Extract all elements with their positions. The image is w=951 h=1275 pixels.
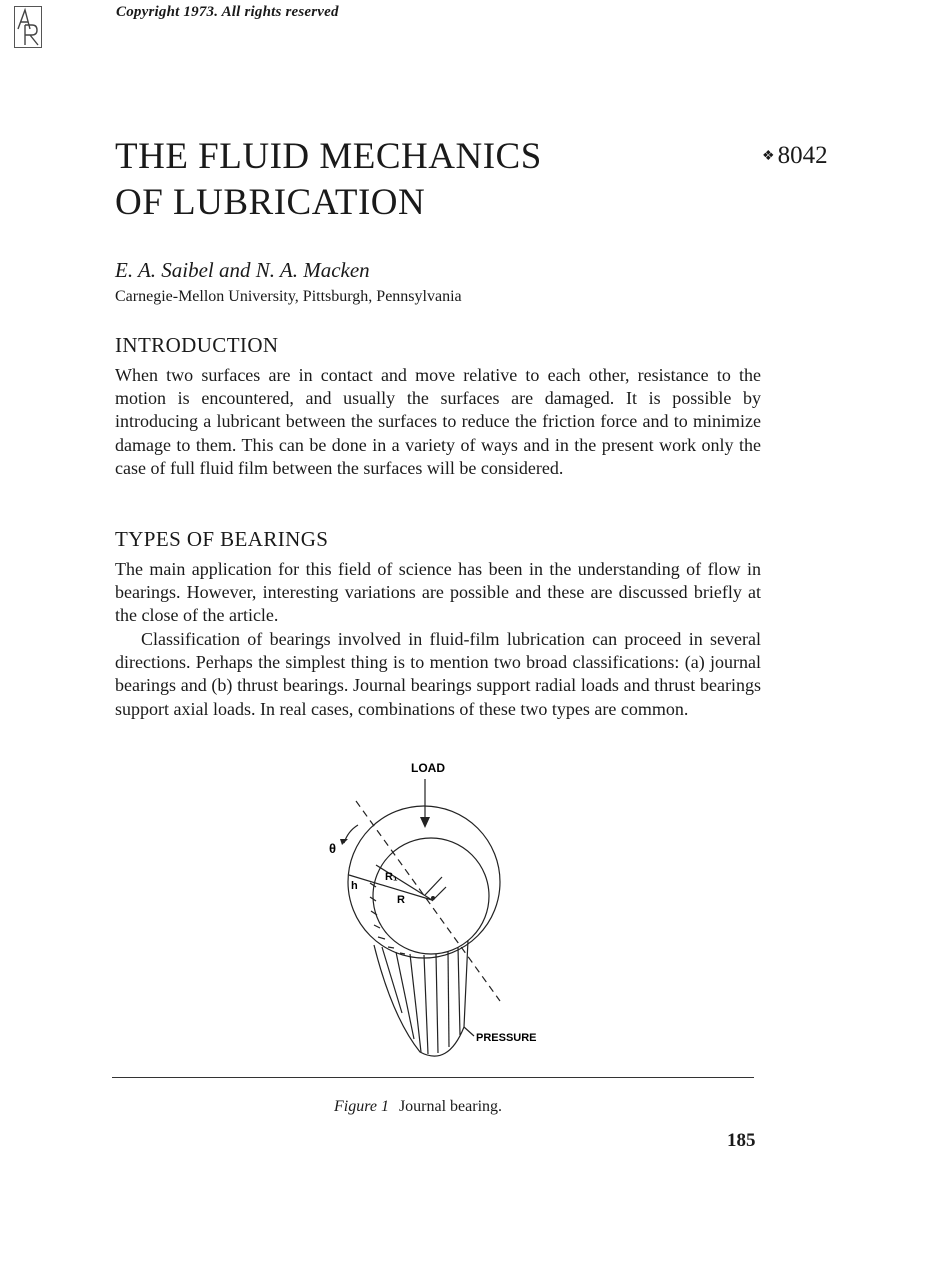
figure-caption-label: Figure 1 xyxy=(334,1098,389,1115)
article-number-value: 8042 xyxy=(777,142,828,169)
publisher-logo xyxy=(14,6,42,48)
diamond-icon: ❖ xyxy=(762,149,775,164)
affiliation: Carnegie-Mellon University, Pittsburgh, Pennsylvania xyxy=(115,288,462,305)
page-number: 185 xyxy=(727,1130,756,1151)
r1-label: R₁ xyxy=(385,871,398,883)
center-line xyxy=(356,801,500,1001)
journal-bearing-figure xyxy=(300,755,580,1065)
figure-caption-text: Journal bearing. xyxy=(398,1098,503,1115)
h-label: h xyxy=(351,880,358,892)
introduction-paragraph: When two surfaces are in contact and move relative to each other, resistance to the motion is encountered, and usually the surfaces are damaged. It is possible by introducing a lubricant between the surfaces to reduce the friction force and to minimize damage to them. This can be done in a variety of ways and in the present work only the case of full fluid film between the surfaces will be considered. xyxy=(115,365,761,478)
r-label: R xyxy=(397,894,405,906)
title-line-1: THE FLUID MECHANICS xyxy=(115,136,542,177)
section-heading-introduction: INTRODUCTION xyxy=(115,333,279,357)
bearings-paragraph-2: Classification of bearings involved in fluid-film lubrication can proceed in several directions. Perhaps the simplest thing is to mention two broad classifications: (a) journal bearings and (b) thrust bearings. Journal bearings support radial loads and thrust bearings support axial loads. In real cases, combinations of these two types are common. xyxy=(115,629,761,719)
article-title xyxy=(115,134,542,226)
bearings-paragraph-1: The main application for this field of science has been in the understanding of flow in bearings. However, interesting variations are possible and these are discussed briefly at the close of the article. xyxy=(115,559,761,626)
pressure-leader xyxy=(464,1027,474,1036)
title-line-2: OF LUBRICATION xyxy=(115,182,426,223)
publisher-logo-mark xyxy=(15,7,41,47)
journal-center-dot xyxy=(431,896,435,900)
theta-label: θ xyxy=(329,841,337,856)
attitude-tick xyxy=(425,877,442,895)
authors: E. A. Saibel and N. A. Macken xyxy=(115,258,370,282)
pressure-label: PRESSURE xyxy=(476,1032,537,1044)
load-label: LOAD xyxy=(411,761,445,775)
article-number xyxy=(762,142,828,170)
journal-circle xyxy=(373,838,489,954)
load-arrow-head xyxy=(420,817,430,828)
section-heading-types-of-bearings: TYPES OF BEARINGS xyxy=(115,527,329,551)
theta-arrow-head xyxy=(340,839,348,845)
figure-divider xyxy=(112,1077,754,1078)
copyright-notice: Copyright 1973. All rights reserved xyxy=(116,4,339,20)
figure-caption xyxy=(334,1098,502,1116)
